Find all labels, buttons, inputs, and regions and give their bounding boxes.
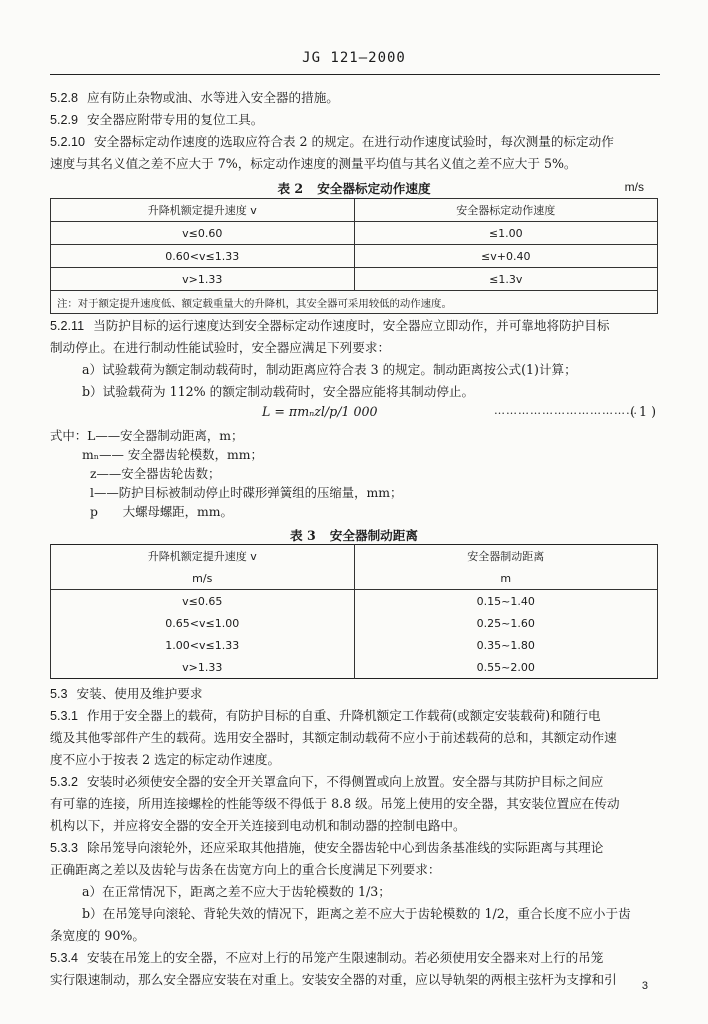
list-item: a）在正常情况下，距离之差不应大于齿轮模数的 1/3；	[82, 884, 391, 899]
section-number: 5.3.1	[50, 709, 79, 723]
table-cell: v≤0.65	[51, 590, 355, 613]
paragraph-text: 作用于安全器上的载荷，有防护目标的自重、升降机额定工作载荷(或额定安装载荷)和随行电	[87, 708, 601, 723]
paragraph-5-2-9	[50, 112, 263, 128]
paragraph-text: 安装时必须使安全器的安全开关罩盒向下，不得侧置或向上放置。安全器与其防护目标之间应	[87, 774, 604, 789]
paragraph-text: 除吊笼导向滚轮外，还应采取其他措施，使安全器齿轮中心到齿条基准线的实际距离与其理论	[87, 840, 604, 855]
table-cell: 0.35~1.80	[354, 634, 658, 656]
paragraph-text: 安全器应附带专用的复位工具。	[87, 112, 264, 127]
table-cell: 0.15~1.40	[354, 590, 658, 613]
paragraph-5-2-11	[50, 318, 609, 334]
paragraph-continuation: 机构以下，并应将安全器的安全开关连接到电动机和制动器的控制电路中。	[50, 818, 466, 833]
symbol-definition: p 大螺母螺距，mm。	[90, 504, 233, 519]
paragraph-continuation: 速度与其名义值之差不应大于 7%，标定动作速度的测量平均值与其名义值之差不应大于 5%。	[50, 156, 577, 171]
list-item: b）在吊笼导向滚轮、背轮失效的情况下，距离之差不应大于齿轮模数的 1/2，重合长度不应小于齿	[82, 906, 631, 921]
table-header-cell: 安全器制动距离	[354, 545, 658, 568]
section-number: 5.3.2	[50, 775, 79, 789]
table-row	[51, 590, 658, 613]
table-row	[51, 268, 658, 291]
table-cell: 1.00<v≤1.33	[51, 634, 355, 656]
table-row	[51, 612, 658, 634]
section-number: 5.3.3	[50, 841, 79, 855]
table-cell: ≤1.3v	[354, 268, 658, 291]
paragraph-continuation: 正确距离之差以及齿轮与齿条在齿宽方向上的重合长度满足下列要求：	[50, 862, 441, 877]
paragraph-continuation: 制动停止。在进行制动性能试验时，安全器应满足下列要求：	[50, 340, 391, 355]
table-cell: 0.65<v≤1.00	[51, 612, 355, 634]
table-cell: 0.60<v≤1.33	[51, 245, 355, 268]
table-note: 注：对于额定提升速度低、额定载重量大的升降机，其安全器可采用较低的动作速度。	[51, 291, 658, 314]
table-header-cell: 安全器标定动作速度	[354, 199, 658, 222]
table-2-caption	[0, 178, 708, 197]
table-cell: v>1.33	[51, 268, 355, 291]
symbol-definition: z——安全器齿轮齿数；	[90, 466, 221, 481]
paragraph-5-3-1	[50, 708, 601, 724]
paragraph-continuation: 有可靠的连接，所用连接螺栓的性能等级不得低于 8.8 级。吊笼上使用的安全器，其安装位置应在传动	[50, 796, 620, 811]
table-3-caption	[0, 525, 708, 544]
symbol-definition: 式中：L——安全器制动距离，m；	[50, 428, 244, 443]
section-number: 5.2.10	[50, 135, 86, 149]
symbol-definition: mₙ—— 安全器齿轮模数，mm；	[82, 447, 263, 462]
formula-number: ( 1 )	[630, 404, 656, 419]
section-number: 5.2.9	[50, 113, 79, 127]
table-row	[51, 634, 658, 656]
page-number: 3	[641, 980, 648, 992]
table-row	[51, 656, 658, 679]
table-title: 安全器制动距离	[329, 528, 418, 543]
section-number: 5.3	[50, 687, 68, 701]
section-number: 5.2.8	[50, 91, 79, 105]
section-number: 5.3.4	[50, 951, 79, 965]
table-2	[50, 198, 658, 314]
document-header: JG 121—2000	[302, 50, 406, 66]
table-row	[51, 245, 658, 268]
table-header-row	[51, 199, 658, 222]
section-title: 安装、使用及维护要求	[76, 686, 203, 701]
formula: L = πmₙzl/p/1 000	[262, 404, 378, 419]
paragraph-5-2-8	[50, 90, 339, 106]
table-number: 表 2	[277, 181, 304, 196]
paragraph-text: 安装在吊笼上的安全器，不应对上行的吊笼产生限速制动。若必须使用安全器来对上行的吊笼	[87, 950, 604, 965]
list-item: a）试验载荷为额定制动载荷时，制动距离应符合表 3 的规定。制动距离按公式(1)计算；	[82, 362, 577, 377]
table-cell: 0.25~1.60	[354, 612, 658, 634]
paragraph-5-3-2	[50, 774, 603, 790]
table-cell: 0.55~2.00	[354, 656, 658, 679]
table-title: 安全器标定动作速度	[317, 181, 431, 196]
paragraph-5-3-3	[50, 840, 603, 856]
section-heading-5-3	[50, 686, 202, 702]
table-note-row	[51, 291, 658, 314]
table-header-cell: 升降机额定提升速度 v	[51, 199, 355, 222]
table-3	[50, 544, 658, 679]
table-cell: v≤0.60	[51, 222, 355, 245]
section-number: 5.2.11	[50, 319, 85, 333]
table-cell: v>1.33	[51, 656, 355, 679]
table-row	[51, 222, 658, 245]
paragraph-text: 应有防止杂物或油、水等进入安全器的措施。	[87, 90, 339, 105]
paragraph-text: 当防护目标的运行速度达到安全器标定动作速度时，安全器应立即动作，并可靠地将防护目标	[93, 318, 610, 333]
symbol-definition: l——防护目标被制动停止时碟形弹簧组的压缩量，mm；	[90, 485, 403, 500]
table-cell: ≤1.00	[354, 222, 658, 245]
paragraph-5-2-10	[50, 134, 614, 150]
header-rule	[50, 74, 660, 75]
table-header-row	[51, 545, 658, 568]
formula-leader: ………………………………	[494, 404, 638, 417]
table-unit-cell: m	[354, 567, 658, 590]
paragraph-text: 安全器标定动作速度的选取应符合表 2 的规定。在进行动作速度试验时，每次测量的标定动作	[94, 134, 614, 149]
table-2-unit: m/s	[624, 180, 644, 194]
paragraph-continuation: 缆及其他零部件产生的载荷。选用安全器时，其额定制动载荷不应小于前述载荷的总和，其额定动作速	[50, 730, 617, 745]
paragraph-continuation: 实行限速制动，那么安全器应安装在对重上。安装安全器的对重，应以导轨架的两根主弦杆为支撑和引	[50, 972, 617, 987]
list-item: b）试验载荷为 112% 的额定制动载荷时，安全器应能将其制动停止。	[82, 384, 475, 399]
table-number: 表 3	[290, 528, 316, 543]
paragraph-continuation: 度不应小于按表 2 选定的标定动作速度。	[50, 752, 281, 767]
table-unit-cell: m/s	[51, 567, 355, 590]
table-unit-row	[51, 567, 658, 590]
table-header-cell: 升降机额定提升速度 v	[51, 545, 355, 568]
table-cell: ≤v+0.40	[354, 245, 658, 268]
paragraph-5-3-4	[50, 950, 603, 966]
list-item-continuation: 条宽度的 90%。	[50, 928, 145, 943]
